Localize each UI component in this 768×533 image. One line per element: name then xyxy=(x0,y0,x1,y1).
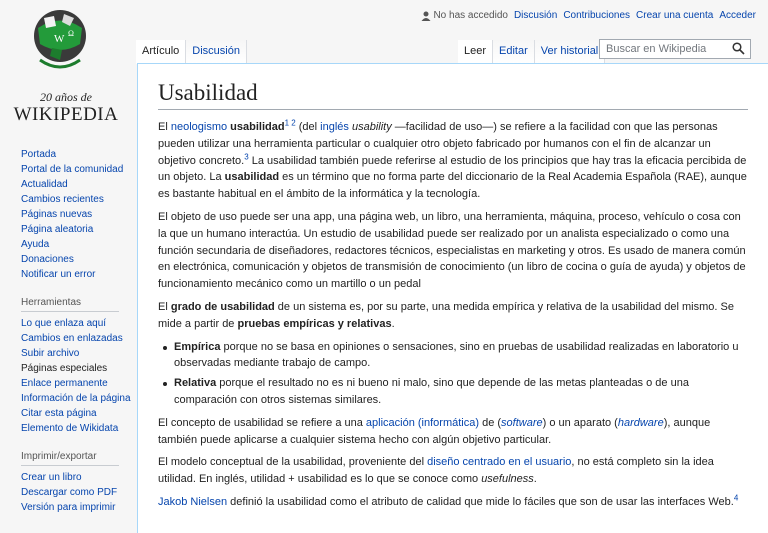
article-body xyxy=(158,119,748,511)
text: . xyxy=(533,473,537,486)
user-icon xyxy=(421,11,431,21)
logo-wordmark: WIKIPEDIA xyxy=(13,104,119,125)
paragraph-nielsen xyxy=(158,494,748,511)
sidebar-item-aleatoria[interactable]: Página aleatoria xyxy=(21,224,94,235)
bold-term: pruebas empíricas y relativas xyxy=(237,317,392,330)
italic-term: usability xyxy=(351,121,392,133)
not-logged-in-label: No has accedido xyxy=(433,10,508,21)
text: (del xyxy=(295,121,321,133)
search-placeholder: Buscar en Wikipedia xyxy=(606,43,707,55)
tab-article[interactable]: Artículo xyxy=(136,40,186,64)
sidebar-item-special[interactable]: Páginas especiales xyxy=(21,363,108,374)
criteria-list xyxy=(158,339,748,409)
logo-anniversary: 20 años de xyxy=(40,90,92,104)
print-heading: Imprimir/exportar xyxy=(21,451,119,466)
tab-talk[interactable]: Discusión xyxy=(186,40,247,64)
paragraph-intro xyxy=(158,119,748,203)
ref-link[interactable]: 4 xyxy=(733,493,739,503)
text: La usabilidad también puede referirse al estudio de los principios que hay tras la eficacia percibida de un objeto. La xyxy=(158,154,747,184)
contributions-link[interactable]: Contribuciones xyxy=(563,10,631,21)
sidebar-item-upload[interactable]: Subir archivo xyxy=(21,348,80,359)
tab-read[interactable]: Leer xyxy=(458,40,493,64)
bold-term: usabilidad xyxy=(224,171,280,184)
text: porque el resultado no es ni bueno ni malo, sino que depende de las metas planteadas o de una comparación con otros sistemas similares. xyxy=(174,377,689,406)
svg-text:Ω: Ω xyxy=(68,29,74,38)
tools-heading: Herramientas xyxy=(21,297,119,312)
sidebar-item-wikidata[interactable]: Elemento de Wikidata xyxy=(21,423,119,434)
text: de un sistema es, por su parte, una medida empírica y relativa de la usabilidad del mismo. Se mide a partir de xyxy=(158,300,734,330)
page-title: Usabilidad xyxy=(158,80,748,110)
personal-tools xyxy=(421,10,756,21)
tab-history[interactable]: Ver historial xyxy=(535,40,605,64)
aplicacion-link[interactable]: aplicación (informática) xyxy=(365,416,480,429)
diseno-link[interactable]: diseño centrado en el usuario xyxy=(427,456,572,469)
bold-term: usabilidad xyxy=(230,121,285,133)
bold-term: Relativa xyxy=(174,377,217,390)
search-icon[interactable] xyxy=(732,42,745,55)
text: es un término que no forma parte del diccionario de la Real Academia Española (RAE), aunque es bastante habitual en el ámbito de la informática y la tecnología. xyxy=(158,171,747,201)
hardware-link[interactable]: hardware xyxy=(617,416,664,429)
italic-term: usefulness xyxy=(481,473,534,486)
wikipedia-logo[interactable] xyxy=(6,8,126,128)
text: El modelo conceptual de la usabilidad, proveniente del xyxy=(158,456,428,469)
nielsen-link[interactable]: Jakob Nielsen xyxy=(158,495,228,508)
sidebar-item-related-changes[interactable]: Cambios en enlazadas xyxy=(21,333,123,344)
text: . xyxy=(391,317,395,330)
sidebar-item-portal[interactable]: Portal de la comunidad xyxy=(21,164,124,175)
sidebar-item-actualidad[interactable]: Actualidad xyxy=(21,179,68,190)
ingles-link[interactable]: inglés xyxy=(320,121,349,133)
text: , no está completo sin la idea utilidad. En inglés, utilidad + usabilidad es lo que se conoce como xyxy=(158,456,714,486)
nav-main xyxy=(21,147,133,282)
ref-link[interactable]: 1 2 xyxy=(284,118,296,128)
view-tabs xyxy=(458,40,605,64)
puzzle-globe-icon xyxy=(30,8,90,70)
bold-term: Empírica xyxy=(174,340,221,353)
neologismo-link[interactable]: neologismo xyxy=(170,121,228,133)
tab-edit[interactable]: Editar xyxy=(493,40,535,64)
paragraph-objeto: El objeto de uso puede ser una app, una página web, un libro, una herramienta, máquina, proceso, vehículo o cosa con la que un humano interactúa. Un estudio de usabilidad puede ser realizado por un analista especializado o como una función secundaria de diseñadores, redactores técnicos, especialistas en marketing y otros. Es usado de manera común en electrónica, comunicación y objetos de transmisión de conocimiento (un libro de cocina o guía de ayuda) y objetos de funcionamiento mecánico como un martillo o un pedal xyxy=(158,210,746,291)
nav-print xyxy=(21,470,133,515)
sidebar-item-whatlinkshere[interactable]: Lo que enlaza aquí xyxy=(21,318,107,329)
search-input[interactable] xyxy=(599,39,751,59)
paragraph-concepto xyxy=(158,415,748,449)
svg-text:W: W xyxy=(54,33,65,45)
text: ) o un aparato ( xyxy=(542,416,618,429)
sidebar xyxy=(21,147,133,515)
text: El concepto de usabilidad se refiere a una xyxy=(158,416,366,429)
software-link[interactable]: software xyxy=(501,416,543,429)
sidebar-item-book[interactable]: Crear un libro xyxy=(21,472,82,483)
text: porque no se basa en opiniones o sensaciones, sino en pruebas de usabilidad realizadas en laboratorio u observadas mediante trabajo de campo. xyxy=(174,340,739,370)
list-item xyxy=(174,339,748,373)
bold-term: grado de usabilidad xyxy=(170,300,275,313)
sidebar-item-pdf[interactable]: Descargar como PDF xyxy=(21,487,118,498)
article-content xyxy=(137,63,768,533)
paragraph-modelo xyxy=(158,454,748,488)
namespace-tabs xyxy=(136,40,247,64)
talk-link[interactable]: Discusión xyxy=(513,10,558,21)
sidebar-item-donaciones[interactable]: Donaciones xyxy=(21,254,74,265)
text: —facilidad de uso—) se refiere a la facilidad con que las personas pueden utilizar una herramienta particular o cualquier otro objeto fabricado por humanos con el fin de alcanzar un objetivo concreto. xyxy=(158,121,718,167)
nav-tools xyxy=(21,316,133,436)
text: de ( xyxy=(479,416,502,429)
sidebar-item-portada[interactable]: Portada xyxy=(21,149,57,160)
sidebar-item-nuevas[interactable]: Páginas nuevas xyxy=(21,209,93,220)
sidebar-item-cambios[interactable]: Cambios recientes xyxy=(21,194,104,205)
text: ), aunque también puede aplicarse a cualquier sistema hecho con algún objetivo particular. xyxy=(158,416,711,446)
sidebar-item-permalink[interactable]: Enlace permanente xyxy=(21,378,108,389)
sidebar-item-pageinfo[interactable]: Información de la página xyxy=(21,393,131,404)
login-link[interactable]: Acceder xyxy=(719,10,756,21)
paragraph-grado xyxy=(158,299,748,333)
ref-link[interactable]: 3 xyxy=(244,151,249,161)
text: El xyxy=(158,300,171,313)
list-item xyxy=(174,375,748,409)
text: definió la usabilidad como el atributo de calidad que mide lo fáciles que son de usar las interfaces Web. xyxy=(227,495,734,508)
sidebar-item-printable[interactable]: Versión para imprimir xyxy=(21,502,116,513)
sidebar-item-notificar[interactable]: Notificar un error xyxy=(21,269,96,280)
text: El xyxy=(158,121,171,133)
create-account-link[interactable]: Crear una cuenta xyxy=(636,10,714,21)
sidebar-item-cite[interactable]: Citar esta página xyxy=(21,408,97,419)
anon-user xyxy=(421,10,508,21)
sidebar-item-ayuda[interactable]: Ayuda xyxy=(21,239,50,250)
